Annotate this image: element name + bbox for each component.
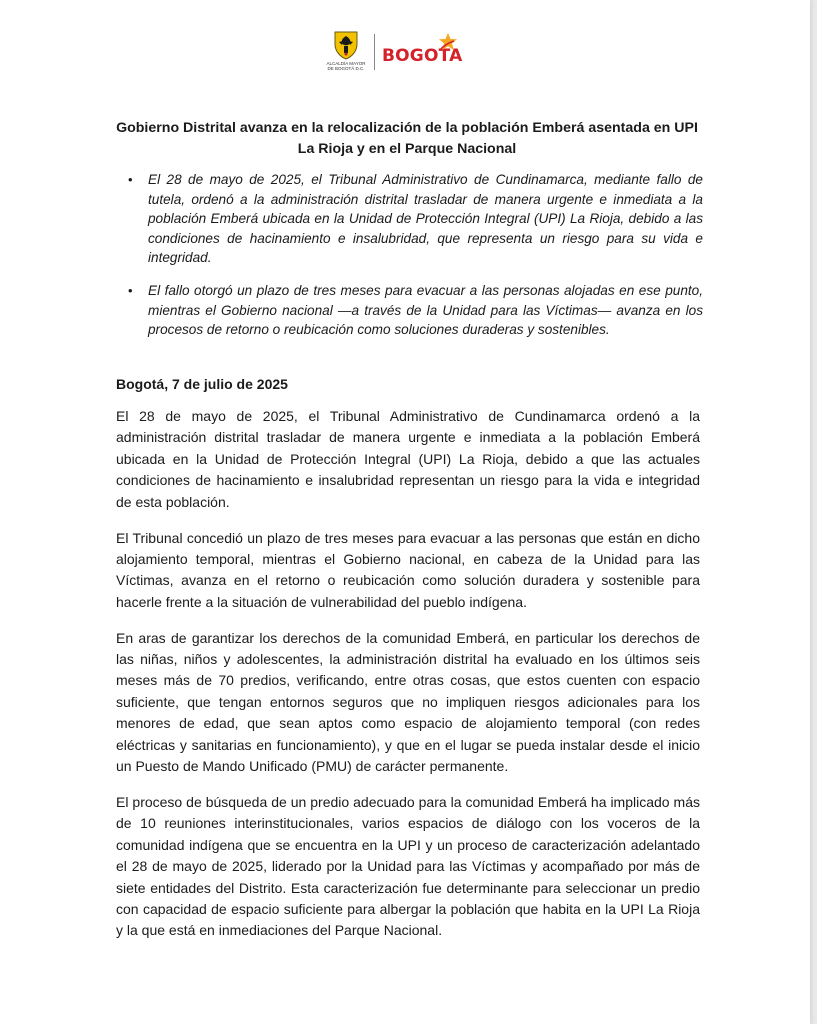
summary-bullet-text: El fallo otorgó un plazo de tres meses para evacuar a las personas alojadas en ese punto, mientras el Gobierno nacional —a través de la Unidad para las Víctimas— avanza en los procesos de retorno o reubicación como soluciones duraderas y sostenibles.	[148, 282, 703, 338]
summary-list	[128, 170, 703, 340]
alcaldia-logo	[322, 30, 370, 76]
body-paragraph: El Tribunal concedió un plazo de tres meses para evacuar a las personas que están en dicho alojamiento temporal, mientras el Gobierno nacional, en cabeza de la Unidad para las Víctimas, avanza en el retorno o reubicación como solución duradera y sostenible para hacerle frente a la situación de vulnerabilidad del pueblo indígena.	[116, 529, 700, 610]
bogota-wordmark: BOGOTA	[382, 46, 463, 66]
star-icon	[437, 32, 459, 52]
seal-caption: ALCALDÍA MAYOR DE BOGOTÁ D.C.	[326, 61, 366, 71]
summary-bullet	[128, 170, 703, 268]
dateline: Bogotá, 7 de julio de 2025	[116, 376, 288, 392]
logo-divider	[374, 34, 375, 70]
body-paragraph: En aras de garantizar los derechos de la comunidad Emberá, en particular los derechos de las niñas, niños y adolescentes, la administración distrital ha evaluado en los últimos seis meses más de 70 predios, verificando, entre otras cosas, que estos cuenten con espacio suficiente, que tengan entornos seguros que no impliquen riesgos adicionales para los menores de edad, que sean aptos como espacio de alojamiento temporal (con redes eléctricas y sanitarias en funcionamiento), y que en el lugar se pueda instalar desde el inicio un Puesto de Mando Unificado (PMU) de carácter permanente.	[116, 629, 700, 775]
summary-bullet-text: El 28 de mayo de 2025, el Tribunal Administrativo de Cundinamarca, mediante fallo de tutela, ordenó a la administración distrital trasladar de manera urgente e inmediata a la población Emberá ubicada en la Unidad de Protección Integral (UPI) La Rioja, debido a las condiciones de hacinamiento e insalubridad, que representa un riesgo para su vida e integridad.	[148, 172, 703, 266]
coat-of-arms-icon	[333, 30, 359, 60]
bullet-icon: •	[128, 282, 133, 298]
body-paragraph: El 28 de mayo de 2025, el Tribunal Administrativo de Cundinamarca ordenó a la administración distrital trasladar de manera urgente e inmediata a la población Emberá ubicada en la Unidad de Protección Integral (UPI) La Rioja, debido a que las actuales condiciones de hacinamiento e insalubridad representan un riesgo para la vida e integridad de esta población.	[116, 408, 700, 510]
document-title: Gobierno Distrital avanza en la relocalización de la población Emberá asentada en UPI La Rioja y en el Parque Nacional	[116, 120, 698, 157]
summary-bullet	[128, 281, 703, 340]
body-text	[116, 406, 700, 956]
body-paragraph: El proceso de búsqueda de un predio adecuado para la comunidad Emberá ha implicado más de 10 reuniones interinstitucionales, varios espacios de diálogo con los voceros de la comunidad indígena que se encuentra en la UPI y un proceso de caracterización adelantado el 28 de mayo de 2025, liderado por la Unidad para las Víctimas y acompañado por más de siete entidades del Distrito. Esta caracterización fue determinante para seleccionar un predio con capacidad de espacio suficiente para albergar la población que habita en la UPI La Rioja y la que está en inmediaciones del Parque Nacional.	[116, 794, 700, 939]
bullet-icon: •	[128, 172, 133, 187]
header-logos	[322, 30, 472, 76]
